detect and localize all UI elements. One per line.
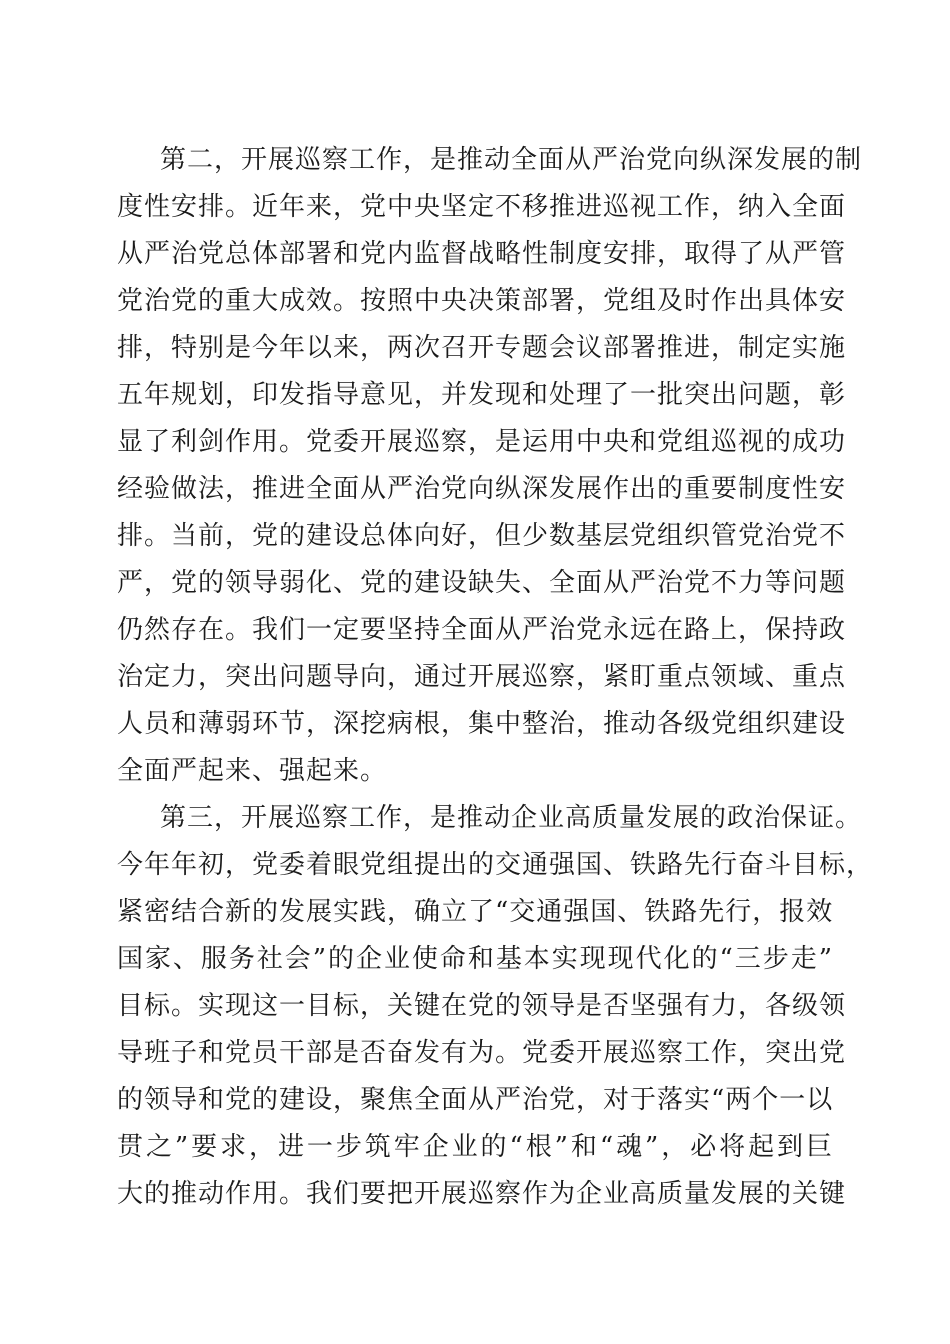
body-text [117,137,874,1218]
paragraph-two-line: 五年规划，印发指导意见，并发现和处理了一批突出问题，彰 [117,380,847,410]
paragraph-three-line: 大的推动作用。我们要把开展巡察作为企业高质量发展的关键 [117,1179,847,1209]
paragraph-three-line: 目标。实现这一目标，关键在党的领导是否坚强有力，各级领 [117,991,847,1021]
paragraph-three-line: 的领导和党的建设，聚焦全面从严治党，对于落实“两个一以 [117,1085,834,1115]
paragraph-two-line: 度性安排。近年来，党中央坚定不移推进巡视工作，纳入全面 [117,192,847,222]
paragraph-two-line: 排。当前，党的建设总体向好，但少数基层党组织管党治党不 [117,521,847,551]
paragraph-two-line: 第二，开展巡察工作，是推动全面从严治党向纵深发展的制 [160,145,863,175]
paragraph-three-line: 导班子和党员干部是否奋发有为。党委开展巡察工作，突出党 [117,1038,847,1068]
paragraph-two-line: 严，党的领导弱化、党的建设缺失、全面从严治党不力等问题 [117,568,847,598]
paragraph-two-line: 仍然存在。我们一定要坚持全面从严治党永远在路上，保持政 [117,615,847,645]
paragraph-three [117,795,874,1218]
paragraph-three-line: 紧密结合新的发展实践，确立了“交通强国、铁路先行，报效 [117,897,834,927]
paragraph-two-line: 经验做法，推进全面从严治党向纵深发展作出的重要制度性安 [117,474,847,504]
paragraph-two-line: 治定力，突出问题导向，通过开展巡察，紧盯重点领域、重点 [117,662,847,692]
paragraph-three-line: 今年年初，党委着眼党组提出的交通强国、铁路先行奋斗目标， [117,850,874,880]
paragraph-three-line: 贯之”要求，进一步筑牢企业的“根”和“魂”，必将起到巨 [117,1132,833,1162]
paragraph-two-line: 显了利剑作用。党委开展巡察，是运用中央和党组巡视的成功 [117,427,847,457]
paragraph-two-line: 党治党的重大成效。按照中央决策部署，党组及时作出具体安 [117,286,847,316]
paragraph-two-line: 全面严起来、强起来。 [117,756,388,786]
paragraph-three-line: 第三，开展巡察工作，是推动企业高质量发展的政治保证。 [160,803,863,833]
paragraph-three-line: 国家、服务社会”的企业使命和基本实现现代化的“三步走” [117,944,833,974]
paragraph-two-line: 人员和薄弱环节，深挖病根，集中整治，推动各级党组织建设 [117,709,847,739]
paragraph-two-line: 排，特别是今年以来，两次召开专题会议部署推进，制定实施 [117,333,847,363]
paragraph-two [117,137,863,795]
paragraph-two-line: 从严治党总体部署和党内监督战略性制度安排，取得了从严管 [117,239,847,269]
